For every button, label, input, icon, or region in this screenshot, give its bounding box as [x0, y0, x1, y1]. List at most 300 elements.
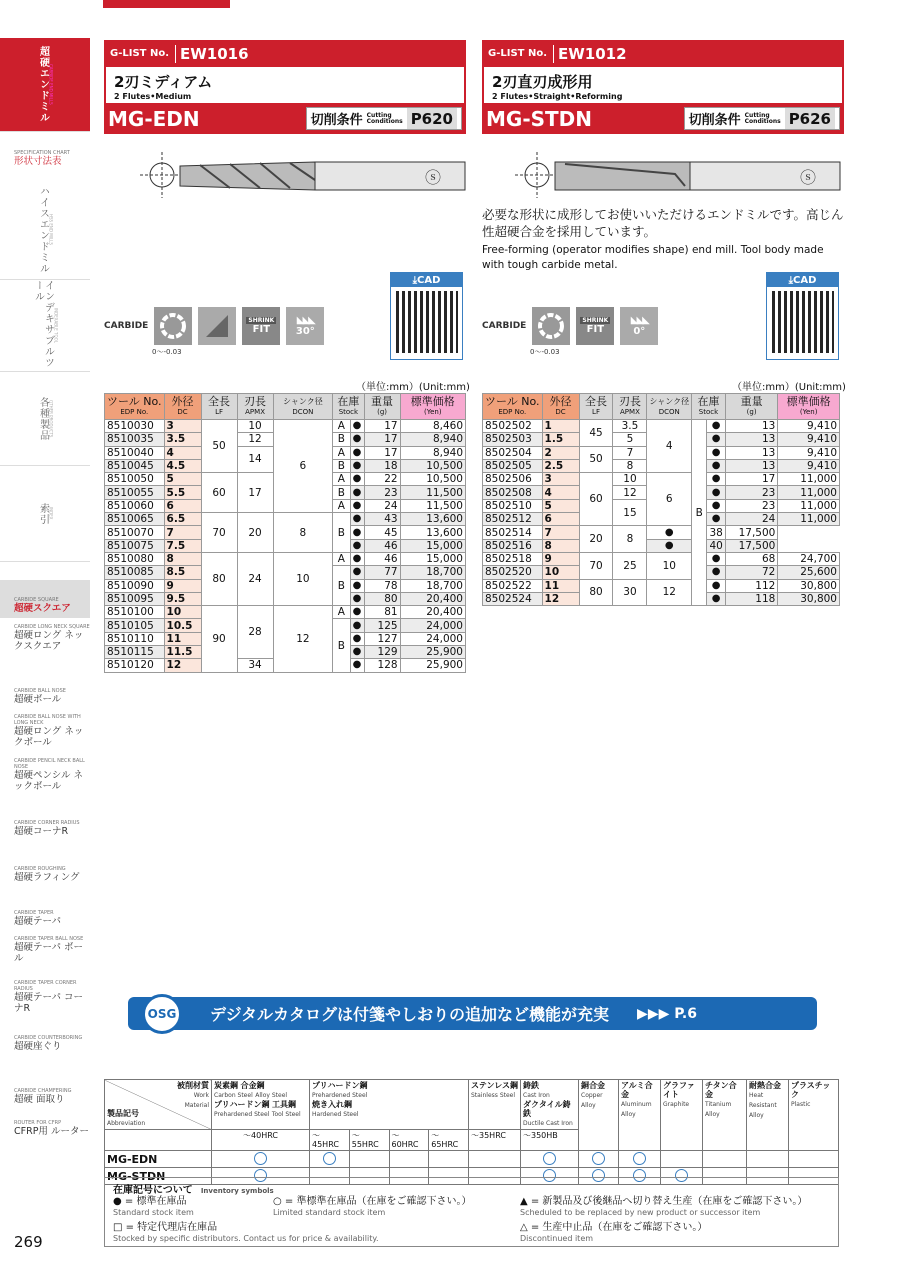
weight: 118 — [725, 592, 778, 605]
th-weight-en: (g) — [746, 407, 757, 416]
sidebar-tab-sub: INDEX — [48, 507, 54, 520]
stock-dot: ● — [350, 632, 364, 645]
dcon: 4 — [647, 420, 692, 473]
mat-heat-resistant — [747, 1080, 789, 1151]
fit-label: FIT — [252, 324, 271, 335]
work-material-jp: 被削材質 — [177, 1081, 209, 1090]
stock-dot: ● — [707, 499, 725, 512]
dcon: 6 — [273, 420, 333, 513]
th-dc: 外径 — [171, 394, 194, 408]
th-edp: ツール No. — [485, 394, 540, 408]
carbide-label: CARBIDE — [104, 321, 149, 331]
lf: 45 — [579, 420, 613, 447]
hardness: 〜45HRC — [310, 1130, 350, 1151]
cutting-conditions-link[interactable] — [306, 107, 462, 130]
dc: 2.5 — [542, 459, 579, 472]
th-lf-en: LF — [592, 407, 600, 416]
cut-page: P626 — [785, 108, 835, 129]
shrink-fit-icon — [576, 307, 614, 345]
inventory-legend — [104, 1177, 839, 1247]
dc: 4.5 — [164, 459, 201, 472]
apmx: 30 — [613, 579, 647, 606]
cad-label: CAD — [417, 274, 441, 286]
tolerance-text: 0〜-0.03 — [152, 348, 182, 356]
weight: 23 — [725, 486, 778, 499]
apmx: 5 — [613, 433, 647, 446]
stock-dot: ● — [350, 579, 364, 592]
item-jp: 超硬ボール — [14, 694, 62, 705]
inventory-title: 在庫記号について — [113, 1185, 193, 1196]
mat-jp: グラファイト — [663, 1081, 695, 1099]
stock-code: A — [333, 446, 350, 459]
sidebar-tab-sub: CARBIDE END MILLS — [48, 64, 54, 105]
product-title-en: 2 Flutes•Straight•Reforming — [492, 92, 623, 101]
dc: 9 — [542, 552, 579, 565]
apmx: 20 — [579, 526, 613, 553]
dcon: 8 — [613, 526, 647, 553]
mat-en: Hardened Steel — [312, 1111, 359, 1118]
banner-text: デジタルカタログは付箋やしおりの追加など機能が充実 — [210, 1005, 610, 1024]
dc: 10.5 — [164, 619, 201, 632]
suitable-circle-icon — [323, 1152, 336, 1165]
item-en: ROUTER FOR CFRP — [14, 1120, 62, 1126]
weight: 43 — [364, 513, 400, 526]
th-stock: 在庫 — [697, 394, 720, 408]
stock-code: A — [333, 420, 350, 433]
page-number: 269 — [14, 1233, 43, 1251]
right-spec-table — [482, 393, 840, 606]
lf: 70 — [201, 513, 237, 553]
price: 20,400 — [400, 606, 465, 619]
spec-jp: 形状寸法表 — [14, 156, 62, 167]
price: 15,000 — [400, 552, 465, 565]
stock-code: B — [333, 566, 350, 606]
dc: 1 — [542, 420, 579, 433]
weight: 127 — [364, 632, 400, 645]
mat-jp: 耐熱合金 — [749, 1081, 781, 1090]
stock-dot: ● — [350, 646, 364, 659]
mat-en: Plastic — [791, 1101, 811, 1108]
edp-no: 8510070 — [105, 526, 165, 539]
material-corner — [105, 1080, 212, 1130]
angle-label: 0° — [633, 326, 646, 337]
mat-en: Graphite — [663, 1101, 690, 1108]
cad-label: CAD — [793, 274, 817, 286]
th-price: 標準価格 — [786, 394, 831, 408]
stock-code: A — [333, 499, 350, 512]
sidebar-item-counterboring[interactable] — [14, 1035, 90, 1052]
inv-en: Limited standard stock item — [273, 1208, 386, 1217]
lf: 80 — [579, 579, 613, 606]
inventory-item — [273, 1196, 471, 1218]
weight: 17 — [364, 446, 400, 459]
model-name: MG-STDN — [486, 106, 593, 131]
weight: 23 — [725, 499, 778, 512]
inventory-item — [113, 1196, 194, 1218]
mat-copper — [579, 1080, 619, 1151]
mat-en: Prehardened Steel — [214, 1111, 270, 1118]
left-product-header — [104, 40, 466, 134]
mat-en: Prehardened Steel — [312, 1092, 368, 1099]
th-edp-en: EDP No. — [120, 407, 149, 416]
price: 15,000 — [400, 539, 465, 552]
price: 11,000 — [778, 473, 840, 486]
stock-dot: ● — [350, 473, 364, 486]
weight: 17 — [725, 473, 778, 486]
model-name: MG-EDN — [108, 106, 200, 131]
th-weight: 重量 — [740, 394, 763, 408]
stock-dot: ● — [707, 420, 725, 433]
sidebar-tab-label: インデキサブルツール — [32, 280, 54, 368]
suitable-circle-icon — [633, 1152, 646, 1165]
product-title-jp: 2刃直刃成形用 — [492, 73, 593, 91]
item-jp: CFRP用 ルーター — [14, 1126, 89, 1137]
item-en: CARBIDE SQUARE — [14, 597, 59, 603]
item-en: CARBIDE CHAMFERING — [14, 1088, 72, 1094]
sidebar-item-chamfering[interactable] — [14, 1088, 90, 1105]
price: 9,410 — [778, 446, 840, 459]
glist-number: EW1016 — [175, 45, 249, 63]
mat-en: Copper Alloy — [581, 1092, 603, 1109]
edp-no: 8510030 — [105, 420, 165, 433]
price: 18,700 — [400, 566, 465, 579]
lf: 50 — [579, 446, 613, 473]
sidebar-item-cfrp[interactable] — [14, 1120, 90, 1137]
dc: 7 — [164, 526, 201, 539]
th-price-en: (Yen) — [424, 407, 442, 416]
dc: 12 — [164, 659, 201, 672]
left-spec-table — [104, 393, 466, 673]
edp-no: 8510050 — [105, 473, 165, 486]
price: 11,000 — [778, 499, 840, 512]
edp-no: 8510060 — [105, 499, 165, 512]
sidebar-item-pencil-neck[interactable] — [14, 758, 90, 792]
dcon: 12 — [647, 579, 692, 606]
apmx: 15 — [613, 499, 647, 526]
hardness: 〜35HRC — [469, 1130, 521, 1151]
sidebar-spec-chart[interactable] — [14, 150, 90, 167]
product-title-jp: 2刃ミディアム — [114, 73, 213, 91]
weight: 112 — [725, 579, 778, 592]
qr-code — [396, 291, 458, 353]
item-en: CARBIDE TAPER — [14, 910, 54, 916]
right-product-header — [482, 40, 844, 134]
hardness: 〜60HRC — [389, 1130, 429, 1151]
apmx: 14 — [237, 446, 273, 473]
stock-code: A — [333, 552, 350, 565]
stock-code: B — [333, 433, 350, 446]
stock-dot: ● — [350, 566, 364, 579]
stock-code: B — [333, 486, 350, 499]
stock-dot: ● — [350, 446, 364, 459]
product-code: MG-EDN — [105, 1151, 212, 1168]
mat-en: Alloy Steel — [255, 1092, 288, 1099]
th-dc-en: DC — [177, 407, 188, 416]
edp-no: 8502502 — [483, 420, 543, 433]
price: 25,900 — [400, 646, 465, 659]
weight: 78 — [364, 579, 400, 592]
product-code: MG-STDN — [105, 1168, 212, 1185]
price: 13,600 — [400, 513, 465, 526]
mat-en: Tool Steel — [271, 1111, 301, 1118]
shrink-label: SHRINK — [582, 317, 609, 324]
item-en: CARBIDE BALL NOSE WITH LONG NECK — [14, 714, 81, 726]
item-en: CARBIDE PENCIL NECK BALL NOSE — [14, 758, 85, 770]
dcon: 10 — [647, 552, 692, 579]
lf: 70 — [579, 552, 613, 579]
edp-no: 8510095 — [105, 592, 165, 605]
end-mill-drawing — [140, 150, 470, 200]
stock-dot: ● — [707, 459, 725, 472]
desc-jp: 必要な形状に成形してお使いいただけるエンドミルです。高じん性超硬合金を採用しています。 — [482, 207, 844, 239]
mat-stainless — [469, 1080, 521, 1130]
glist-label: G-LIST No. — [110, 48, 169, 59]
cad-qr-left[interactable]: ⤓ CAD — [390, 272, 463, 360]
weight: 129 — [364, 646, 400, 659]
suitable-circle-icon — [543, 1152, 556, 1165]
inventory-item — [520, 1222, 707, 1244]
item-jp: 超硬ロング ネックボール — [14, 726, 84, 748]
dc: 3 — [542, 473, 579, 486]
th-lf-en: LF — [215, 407, 224, 416]
edp-no: 8510075 — [105, 539, 165, 552]
sidebar-item-taper[interactable] — [14, 910, 90, 927]
edp-no: 8510065 — [105, 513, 165, 526]
mat-jp: チタン合金 — [705, 1081, 737, 1099]
dc: 11 — [542, 579, 579, 592]
item-en: CARBIDE COUNTERBORING — [14, 1035, 83, 1041]
dc: 5.5 — [164, 486, 201, 499]
mat-titanium — [703, 1080, 747, 1151]
dc: 8 — [164, 552, 201, 565]
th-apmx-en: APMX — [620, 407, 640, 416]
stock-dot: ● — [350, 459, 364, 472]
sidebar-tab-sub: HSS END MILLS — [48, 214, 54, 245]
lf: 90 — [201, 606, 237, 672]
sidebar-item-square[interactable] — [14, 597, 90, 614]
work-material-en1: Work — [193, 1092, 209, 1099]
shape-icon — [198, 307, 236, 345]
mat-jp: 焼き入れ鋼 — [312, 1100, 352, 1109]
item-en: CARBIDE LONG NECK SQUARE — [14, 624, 90, 630]
product-description — [482, 206, 847, 273]
dc: 2 — [542, 446, 579, 459]
weight: 13 — [725, 433, 778, 446]
price: 11,500 — [400, 499, 465, 512]
edp-no: 8502512 — [483, 513, 543, 526]
inv-en: Discontinued item — [520, 1234, 594, 1243]
stock-code: B — [333, 513, 350, 553]
unit-label: （単位:mm）(Unit:mm) — [732, 382, 846, 393]
th-price-en: (Yen) — [799, 407, 818, 416]
top-accent-bar — [103, 0, 230, 8]
stock-dot: ● — [647, 539, 692, 552]
item-jp: 超硬スクエア — [14, 603, 71, 614]
banner-page-link[interactable]: ▶▶▶ P.6 — [637, 1005, 697, 1022]
stock-dot: ● — [707, 552, 725, 565]
stock-dot: ● — [350, 539, 364, 552]
th-weight: 重量 — [371, 394, 394, 408]
th-dcon: シャンク径 — [649, 396, 690, 406]
mat-en: Ductile Cast Iron — [523, 1120, 573, 1127]
price: 30,800 — [778, 592, 840, 605]
helix-angle-icon: ◣◣◣ 30° — [286, 307, 324, 345]
mat-en: Carbon Steel — [214, 1092, 253, 1099]
stock-dot: ● — [707, 486, 725, 499]
stock-dot: ● — [350, 526, 364, 539]
cut-en1: Cutting — [744, 111, 770, 119]
th-weight-en: (g) — [377, 407, 387, 416]
inventory-title-en: Inventory symbols — [200, 1187, 274, 1195]
spec-en: SPECIFICATION CHART — [14, 150, 70, 156]
sidebar-tab-label: ハイスエンドミル — [37, 185, 49, 274]
inv-jp: ● = 標準在庫品 — [113, 1196, 187, 1207]
th-stock-en: Stock — [698, 407, 719, 416]
item-en: CARBIDE BALL NOSE — [14, 688, 66, 694]
cut-en2: Conditions — [366, 117, 403, 125]
inv-en: Scheduled to be replaced by new product or successor item — [520, 1208, 761, 1217]
dc: 9 — [164, 579, 201, 592]
mat-jp: 銅合金 — [581, 1081, 605, 1090]
price: 24,700 — [778, 552, 840, 565]
right-spec-icons — [482, 307, 658, 345]
hardness: 〜55HRC — [349, 1130, 389, 1151]
sidebar-item-long-neck-ball[interactable] — [14, 714, 90, 748]
fit-label: FIT — [586, 324, 605, 335]
hardness: 〜65HRC — [429, 1130, 469, 1151]
th-apmx-en: APMX — [245, 407, 265, 416]
weight: 68 — [725, 552, 778, 565]
th-dc: 外径 — [549, 394, 572, 408]
edp-no: 8510115 — [105, 646, 165, 659]
sidebar-item-corner-radius[interactable] — [14, 820, 90, 837]
edp-no: 8510080 — [105, 552, 165, 565]
stock-dot: ● — [350, 513, 364, 526]
dc: 5 — [542, 499, 579, 512]
price: 11,000 — [778, 486, 840, 499]
dc: 7.5 — [164, 539, 201, 552]
item-jp: 超硬コーナR — [14, 826, 69, 837]
edp-no: 8510045 — [105, 459, 165, 472]
sidebar-tab-indexable[interactable] — [0, 280, 90, 372]
th-stock-en: Stock — [338, 407, 359, 416]
unit-label: （単位:mm）(Unit:mm) — [356, 382, 470, 393]
edp-no: 8502518 — [483, 552, 543, 565]
cut-jp: 切削条件 — [310, 113, 363, 128]
sidebar-item-taper-corner[interactable] — [14, 980, 90, 1014]
price: 9,410 — [778, 420, 840, 433]
th-edp-en: EDP No. — [498, 407, 527, 416]
stock-dot: ● — [350, 433, 364, 446]
apmx: 25 — [613, 552, 647, 579]
stock-dot: ● — [707, 592, 725, 605]
mat-en: Aluminum Alloy — [621, 1101, 652, 1118]
edp-no: 8502510 — [483, 499, 543, 512]
apmx: 10 — [613, 473, 647, 486]
sidebar-item-roughing[interactable] — [14, 866, 90, 883]
dc: 6.5 — [164, 513, 201, 526]
sidebar-item-long-neck-square[interactable] — [14, 624, 90, 652]
dc: 1.5 — [542, 433, 579, 446]
dc: 11.5 — [164, 646, 201, 659]
angle-label: 30° — [295, 326, 315, 337]
apmx: 8 — [613, 459, 647, 472]
mat-en: Heat Resistant Alloy — [749, 1092, 777, 1119]
mat-jp: アルミ合金 — [621, 1081, 653, 1099]
shrink-fit-icon — [242, 307, 280, 345]
stock-dot: ● — [350, 606, 364, 619]
edp-no: 8510085 — [105, 566, 165, 579]
mat-jp: 合金鋼 — [240, 1081, 265, 1090]
dc: 4 — [164, 446, 201, 459]
mat-plastic — [789, 1080, 839, 1151]
th-dcon-en: DCON — [658, 407, 680, 416]
weight: 23 — [364, 486, 400, 499]
stock-dot: ● — [350, 592, 364, 605]
weight: 18 — [364, 459, 400, 472]
mat-cast-iron — [521, 1080, 579, 1130]
dc: 12 — [542, 592, 579, 605]
desc-en: Free-forming (operator modifies shape) end mill. Tool body made with tough carbide metal. — [482, 244, 824, 271]
price: 17,500 — [725, 526, 778, 539]
edp-no: 8502508 — [483, 486, 543, 499]
lf: 50 — [201, 420, 237, 473]
mat-en: Cast Iron — [523, 1092, 550, 1099]
end-mill-drawing — [515, 150, 845, 200]
dc: 4 — [542, 486, 579, 499]
mat-prehardened — [310, 1080, 469, 1130]
weight: 13 — [725, 446, 778, 459]
glist-number: EW1012 — [553, 45, 627, 63]
sidebar-item-ball-nose[interactable] — [14, 688, 90, 705]
stock-dot: ● — [350, 486, 364, 499]
sidebar-tab-label: 超硬エンドミル — [37, 46, 49, 123]
sidebar-tab-index[interactable] — [0, 466, 90, 562]
sidebar-tab-carbide[interactable] — [0, 38, 90, 132]
edp-no: 8502506 — [483, 473, 543, 486]
th-lf: 全長 — [208, 394, 231, 408]
stock-dot: ● — [707, 473, 725, 486]
tolerance-icon — [532, 307, 570, 345]
lf: 60 — [579, 473, 613, 526]
inventory-item — [113, 1222, 379, 1244]
weight: 81 — [364, 606, 400, 619]
hardness: 〜40HRC — [212, 1130, 310, 1151]
edp-no: 8502514 — [483, 526, 543, 539]
abbreviation-en: Abbreviation — [107, 1120, 146, 1127]
digital-catalog-banner[interactable] — [128, 997, 817, 1030]
hardness: 〜350HB — [521, 1130, 579, 1151]
dcon: 10 — [273, 552, 333, 605]
inv-jp: □ = 特定代理店在庫品 — [113, 1222, 218, 1233]
edp-no: 8502505 — [483, 459, 543, 472]
cutting-conditions-link[interactable] — [684, 107, 840, 130]
cad-qr-right[interactable]: ⤓ CAD — [766, 272, 839, 360]
sidebar-tab-other[interactable] — [0, 372, 90, 466]
item-en: CARBIDE TAPER CORNER RADIUS — [14, 980, 77, 992]
edp-no: 8502522 — [483, 579, 543, 592]
weight: 80 — [364, 592, 400, 605]
dc: 11 — [164, 632, 201, 645]
inv-jp: ▲ = 新製品及び後継品へ切り替え生産（在庫をご確認下さい。） — [520, 1196, 808, 1207]
edp-no: 8510090 — [105, 579, 165, 592]
sidebar-item-taper-ball[interactable] — [14, 936, 90, 964]
th-dcon-en: DCON — [292, 407, 314, 416]
cut-en1: Cutting — [366, 111, 392, 119]
dc: 6 — [164, 499, 201, 512]
hard-spacer — [105, 1130, 212, 1151]
sidebar-tab-hss[interactable] — [0, 180, 90, 280]
